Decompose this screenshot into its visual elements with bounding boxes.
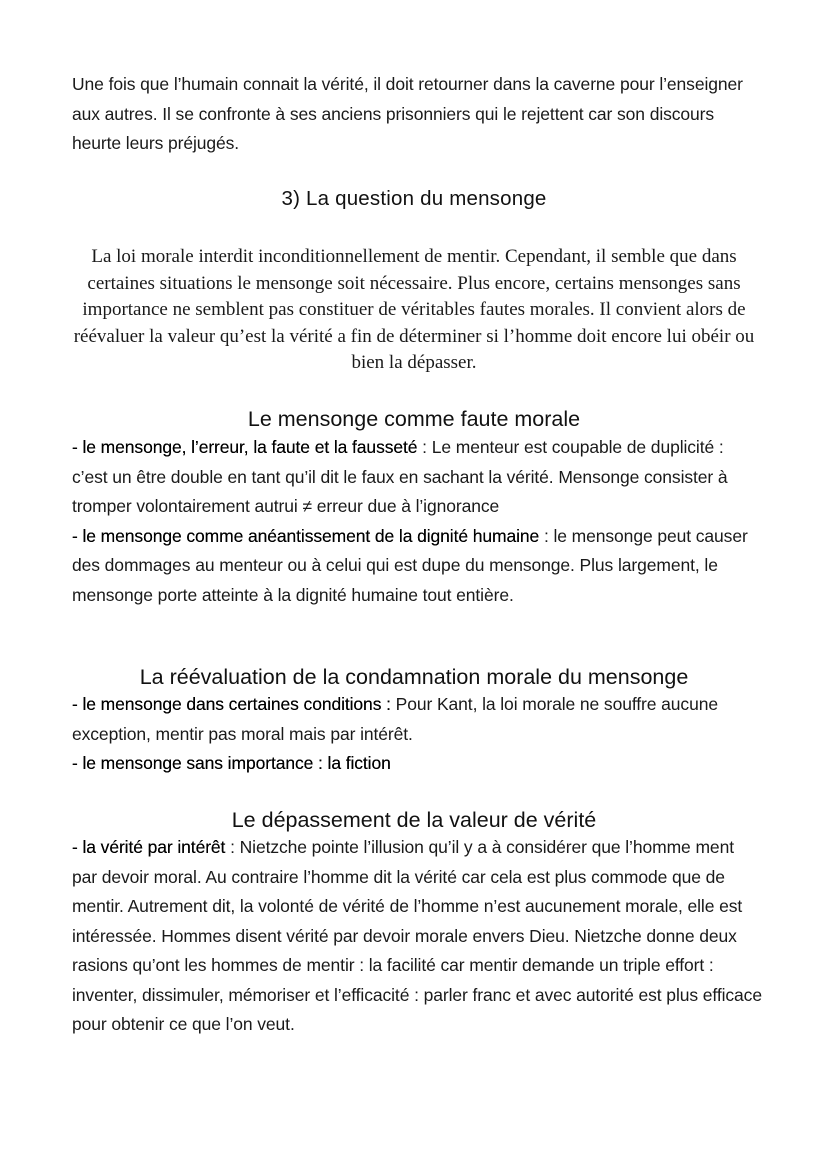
list-item [72,433,762,522]
reevaluation-heading: La réévaluation de la condamnation morale du mensonge [139,665,689,689]
list-item-text: : Nietzche pointe l’illusion qu’il y a à considérer que l’homme ment par devoir moral. Au contraire l’homme dit la vérité car cela est plus commode que de mentir. Autrement dit, la volonté de vérité de l’homme n’est aucunement morale, elle est intéressée. Hommes disent vérité par devoir morale envers Dieu. Nietzche donne deux rasions qu’ont les hommes de mentir : la facilité car mentir demande un triple effort : inventer, dissimuler, mémoriser et l’efficacité : parler franc et avec autorité est plus efficace pour obtenir ce que l’on veut. [72,837,762,1034]
list-item-term: - le mensonge comme anéantissement de la dignité humaine [72,525,540,546]
list-item-term: - le mensonge dans certaines conditions : [72,694,391,714]
list-item-text: : Le menteur est coupable de duplicité : c’est un être double en tant qu’il dit le faux en sachant la vérité. Mensonge consister à tromper volontairement autrui ≠ erreur due à l’ignorance [72,437,728,516]
list-item-term: - la vérité par intérêt [72,837,226,857]
faute-morale-heading: Le mensonge comme faute morale [247,407,581,431]
list-item-text: Pour Kant, la loi morale ne souffre aucune exception, mentir pas moral mais par intérêt. [72,694,718,744]
depassement-heading: Le dépassement de la valeur de vérité [231,808,597,832]
caverne-paragraph: Une fois que l’humain connait la vérité, il doit retourner dans la caverne pour l’enseigner aux autres. Il se confronte à ses anciens prisonniers qui le rejettent car son discours heurte leurs préjugés. [72,74,743,153]
list-item [72,833,762,1040]
faute-morale-list [72,433,762,610]
list-item-term: - le mensonge, l’erreur, la faute et la fausseté [72,437,418,457]
list-item-term: - le mensonge sans importance : la fiction [72,753,391,773]
list-item-text: : le mensonge peut causer des dommages au menteur ou à celui qui est dupe du mensonge. Plus largement, le mensonge porte atteinte à la dignité humaine tout entière. [72,525,748,605]
list-item [72,522,762,611]
depassement-list [72,833,762,1040]
section-3-heading: 3) La question du mensonge [281,187,547,210]
list-item [72,690,762,749]
list-item [72,749,762,779]
section-3-intro: La loi morale interdit inconditionnellement de mentir. Cependant, il semble que dans certaines situations le mensonge soit nécessaire. Plus encore, certains mensonges sans importance ne semblent pas constituer de véritables fautes morales. Il convient alors de réévaluer la valeur qu’est la vérité a fin de déterminer si l’homme doit encore lui obéir ou bien la dépasser. [73,246,755,373]
reevaluation-list [72,690,762,779]
